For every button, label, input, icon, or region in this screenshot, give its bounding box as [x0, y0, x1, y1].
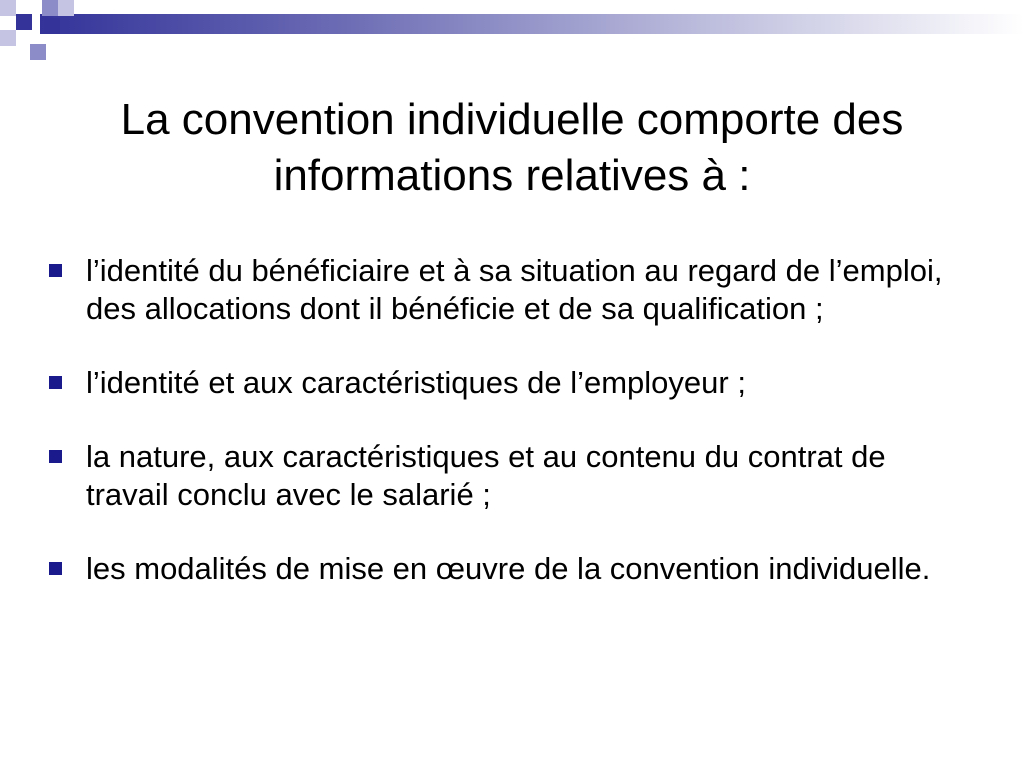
bullet-item	[46, 438, 966, 514]
slide-title: La convention individuelle comporte des informations relatives à :	[120, 95, 904, 200]
header-gradient-bar	[40, 14, 1024, 34]
deco-square	[42, 0, 58, 16]
bullet-item	[46, 550, 966, 588]
bullet-square-icon	[49, 562, 62, 575]
bullet-text: la nature, aux caractéristiques et au contenu du contrat de travail conclu avec le salarié ;	[86, 439, 886, 512]
bullet-square-icon	[49, 376, 62, 389]
bullet-text: les modalités de mise en œuvre de la convention individuelle.	[86, 551, 931, 586]
bullet-square-icon	[49, 264, 62, 277]
deco-square	[0, 0, 16, 16]
bullet-text: l’identité et aux caractéristiques de l’employeur ;	[86, 365, 746, 400]
deco-square	[58, 0, 74, 16]
bullet-item	[46, 252, 966, 328]
bullet-square-icon	[49, 450, 62, 463]
deco-square	[30, 44, 46, 60]
deco-square	[16, 14, 32, 30]
deco-square	[44, 18, 60, 34]
bullet-list	[46, 252, 966, 624]
bullet-text: l’identité du bénéficiaire et à sa situation au regard de l’emploi, des allocations dont il bénéficie et de sa qualification ;	[86, 253, 943, 326]
deco-square	[0, 30, 16, 46]
bullet-item	[46, 364, 966, 402]
